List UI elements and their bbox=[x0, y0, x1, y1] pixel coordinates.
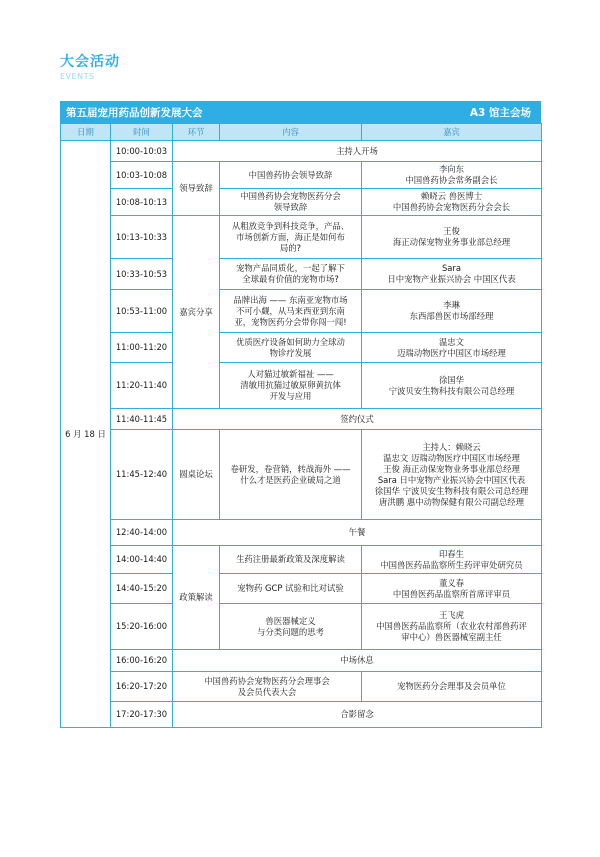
table-row bbox=[61, 333, 542, 363]
content-cell: 中场休息 bbox=[173, 650, 542, 672]
content-cell: 品牌出海 —— 东南亚宠物市场 不可小觑，从马来西亚到东南 亚，宠物医药分会带你闯一闯! bbox=[220, 290, 362, 333]
table-row bbox=[61, 702, 542, 728]
header-time: 时间 bbox=[111, 124, 173, 141]
content-cell: 宠物药 GCP 试验和比对试验 bbox=[220, 574, 362, 604]
time-cell: 11:40-11:45 bbox=[111, 409, 173, 430]
content-cell: 从粗放竞争到科技竞争，产品、 市场创新方面，海正是如何布 局的? bbox=[220, 216, 362, 259]
time-cell: 10:08-10:13 bbox=[111, 189, 173, 216]
table-row bbox=[61, 363, 542, 409]
guest-cell: 王俊 海正动保宠物业务事业部总经理 bbox=[362, 216, 542, 259]
guest-cell: 温忠文 迈瑞动物医疗中国区市场经理 bbox=[362, 333, 542, 363]
time-cell: 11:45-12:40 bbox=[111, 430, 173, 520]
time-cell: 16:00-16:20 bbox=[111, 650, 173, 672]
events-title: 大会活动 bbox=[60, 54, 120, 70]
table-row bbox=[61, 259, 542, 290]
section-cell: 圆桌论坛 bbox=[173, 430, 220, 520]
table-row bbox=[61, 546, 542, 574]
content-cell: 卷研发，卷营销，转战海外 —— 什么才是医药企业破局之道 bbox=[220, 430, 362, 520]
guest-cell: 李琳 东西部兽医市场部经理 bbox=[362, 290, 542, 333]
conference-title: 第五届宠用药品创新发展大会 bbox=[66, 106, 203, 119]
time-cell: 11:20-11:40 bbox=[111, 363, 173, 409]
guest-cell: 李向东 中国兽药协会常务副会长 bbox=[362, 162, 542, 189]
content-cell: 主持人开场 bbox=[173, 141, 542, 162]
content-cell: 签约仪式 bbox=[173, 409, 542, 430]
table-row bbox=[61, 409, 542, 430]
section-cell: 领导致辞 bbox=[173, 162, 220, 216]
schedule-frame bbox=[60, 101, 541, 728]
table-row bbox=[61, 672, 542, 702]
table-row bbox=[61, 650, 542, 672]
guest-cell: 主持人：赖晓云 温忠文 迈瑞动物医疗中国区市场经理 王俊 海正动保宠物业务事业部总经理 Sara 日中宠物产业振兴协会中国区代表 徐国华 宁波贝安生物科技有限公司总经理 唐洪鹏 惠中动物保健有限公司副总经理 bbox=[362, 430, 542, 520]
guest-cell: 徐国华 宁波贝安生物科技有限公司总经理 bbox=[362, 363, 542, 409]
time-cell: 15:20-16:00 bbox=[111, 604, 173, 650]
header-section: 环节 bbox=[173, 124, 220, 141]
events-subtitle: EVENTS bbox=[60, 72, 95, 81]
schedule-table bbox=[60, 123, 542, 728]
content-cell: 中国兽药协会宠物医药分会 领导致辞 bbox=[220, 189, 362, 216]
table-row bbox=[61, 520, 542, 546]
time-cell: 14:40-15:20 bbox=[111, 574, 173, 604]
table-row bbox=[61, 216, 542, 259]
table-row bbox=[61, 604, 542, 650]
time-cell: 10:13-10:33 bbox=[111, 216, 173, 259]
events-heading bbox=[60, 54, 120, 82]
date-cell: 6 月 18 日 bbox=[61, 141, 111, 728]
time-cell: 10:03-10:08 bbox=[111, 162, 173, 189]
time-cell: 10:00-10:03 bbox=[111, 141, 173, 162]
time-cell: 16:20-17:20 bbox=[111, 672, 173, 702]
content-cell: 宠物产品同质化，一起了解下 全球最有价值的宠物市场? bbox=[220, 259, 362, 290]
table-row bbox=[61, 141, 542, 162]
table-row bbox=[61, 189, 542, 216]
content-cell: 生药注册最新政策及深度解读 bbox=[220, 546, 362, 574]
section-cell: 嘉宾分享 bbox=[173, 216, 220, 409]
content-cell: 合影留念 bbox=[173, 702, 542, 728]
guest-cell: 赖晓云 兽医博士 中国兽药协会宠物医药分会会长 bbox=[362, 189, 542, 216]
time-cell: 17:20-17:30 bbox=[111, 702, 173, 728]
guest-cell: Sara 日中宠物产业振兴协会 中国区代表 bbox=[362, 259, 542, 290]
table-row bbox=[61, 574, 542, 604]
content-cell: 人对猫过敏新福祉 —— 清敏用抗猫过敏原卵黄抗体 开发与应用 bbox=[220, 363, 362, 409]
content-cell: 中国兽药协会领导致辞 bbox=[220, 162, 362, 189]
time-cell: 11:00-11:20 bbox=[111, 333, 173, 363]
time-cell: 10:33-10:53 bbox=[111, 259, 173, 290]
header-guest: 嘉宾 bbox=[362, 124, 542, 141]
time-cell: 12:40-14:00 bbox=[111, 520, 173, 546]
table-row bbox=[61, 430, 542, 520]
guest-cell: 王飞虎 中国兽医药品监察所（农业农村部兽药评 审中心）兽医器械室副主任 bbox=[362, 604, 542, 650]
venue-label: A3 馆主会场 bbox=[469, 106, 531, 119]
content-cell: 兽医器械定义 与分类问题的思考 bbox=[220, 604, 362, 650]
conference-banner bbox=[60, 101, 541, 123]
header-date: 日期 bbox=[61, 124, 111, 141]
guest-cell: 宠物医药分会理事及会员单位 bbox=[362, 672, 542, 702]
table-row bbox=[61, 290, 542, 333]
header-row bbox=[61, 124, 542, 141]
time-cell: 10:53-11:00 bbox=[111, 290, 173, 333]
header-content: 内容 bbox=[220, 124, 362, 141]
content-cell: 优质医疗设备如何助力全球动 物诊疗发展 bbox=[220, 333, 362, 363]
content-cell: 午餐 bbox=[173, 520, 542, 546]
section-cell: 政策解读 bbox=[173, 546, 220, 650]
table-row bbox=[61, 162, 542, 189]
guest-cell: 董义春 中国兽医药品监察所首席评审员 bbox=[362, 574, 542, 604]
time-cell: 14:00-14:40 bbox=[111, 546, 173, 574]
content-cell: 中国兽药协会宠物医药分会理事会 及会员代表大会 bbox=[173, 672, 362, 702]
guest-cell: 印春生 中国兽医药品监察所生药评审处研究员 bbox=[362, 546, 542, 574]
